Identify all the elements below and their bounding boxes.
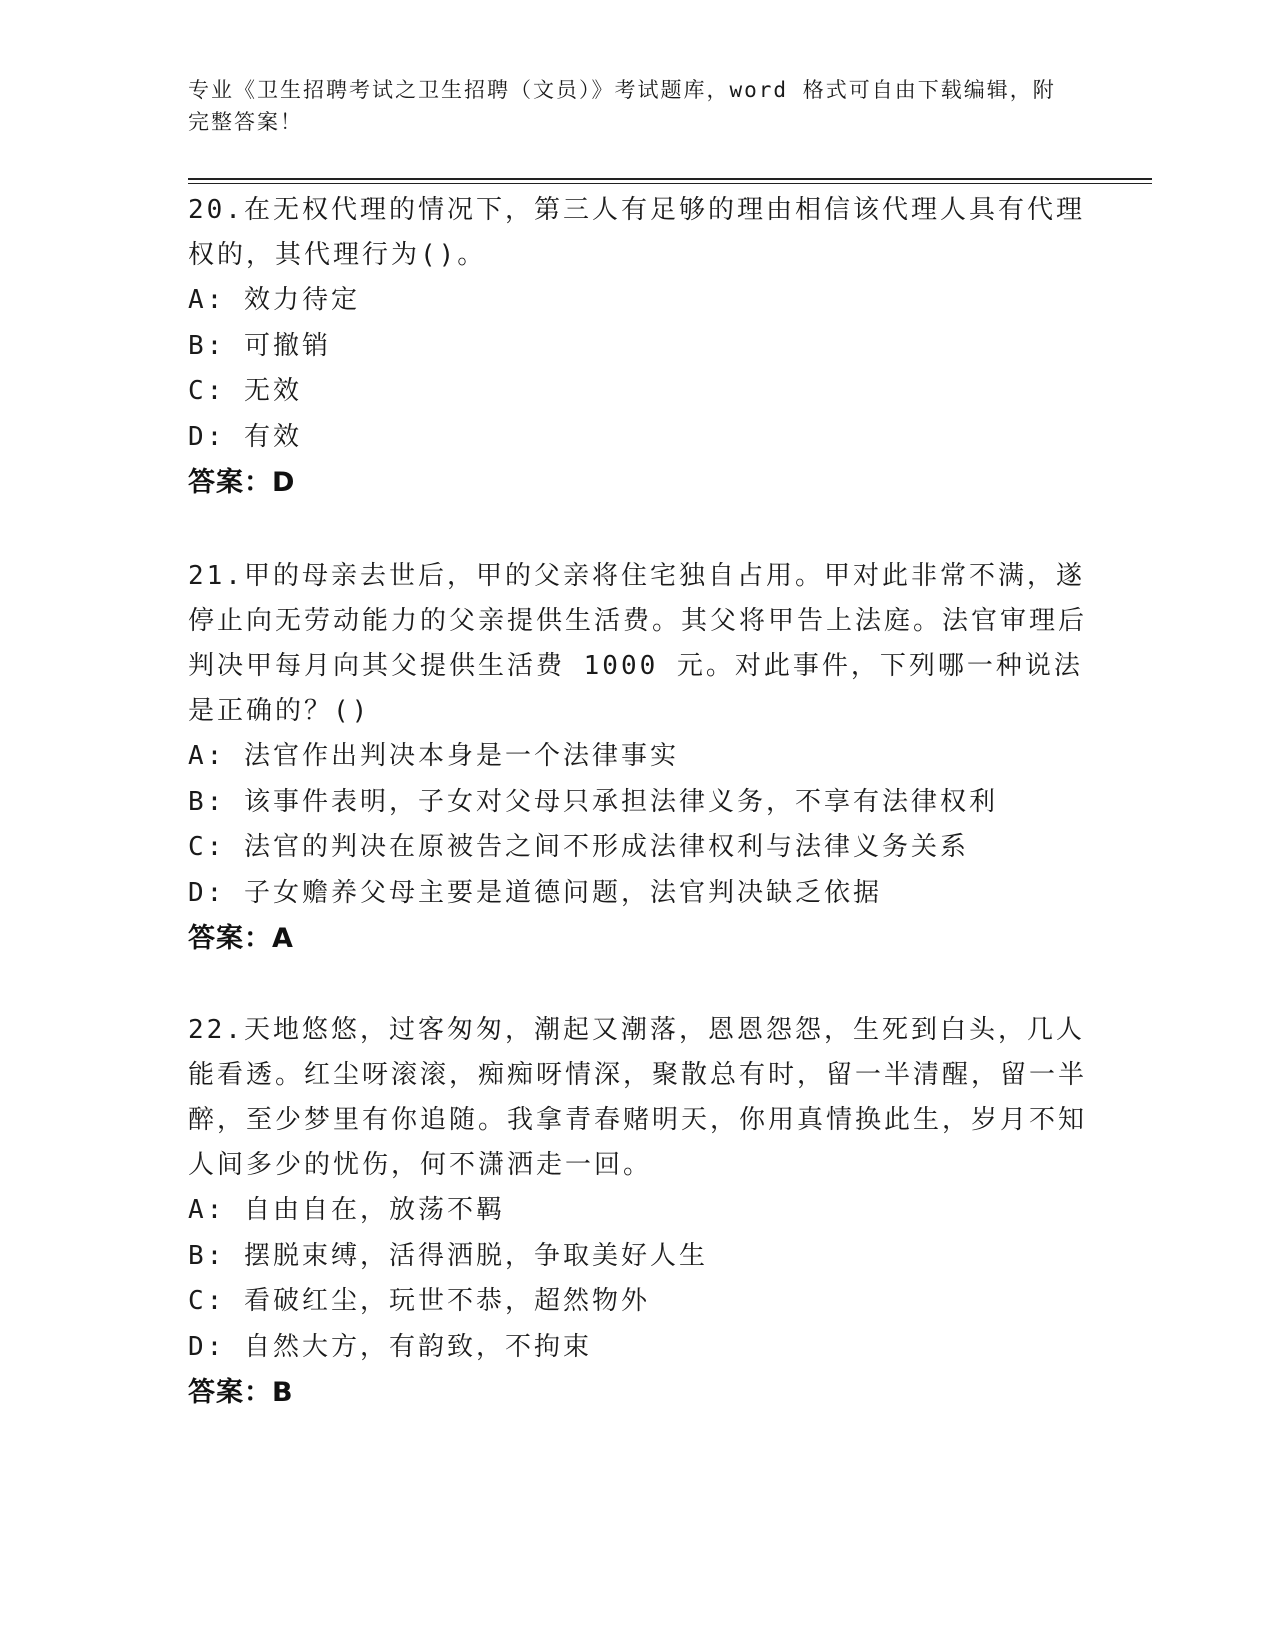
option-a: A: 自由自在，放荡不羁 xyxy=(188,1195,505,1225)
header-divider-thick xyxy=(188,178,1152,180)
question-22 xyxy=(188,1008,1088,1416)
answer-label: 答案：B xyxy=(188,1377,294,1408)
answer-label: 答案：D xyxy=(188,467,296,498)
option-d: D: 子女赡养父母主要是道德问题，法官判决缺乏依据 xyxy=(188,877,882,908)
question-20 xyxy=(188,188,1088,506)
option-b: B: 可撤销 xyxy=(188,330,331,361)
option-d: D: 自然大方，有韵致，不拘束 xyxy=(188,1331,592,1362)
option-c: C: 无效 xyxy=(188,376,302,406)
answer-label: 答案：A xyxy=(188,923,294,954)
question-21 xyxy=(188,554,1088,962)
question-stem: 20.在无权代理的情况下，第三人有足够的理由相信该代理人具有代理权的，其代理行为()。 xyxy=(188,195,1085,270)
question-stem: 21.甲的母亲去世后，甲的父亲将住宅独自占用。甲对此非常不满，遂停止向无劳动能力的父亲提供生活费。其父将甲告上法庭。法官审理后判决甲每月向其父提供生活费 1000 元。对此事件，下列哪一种说法是正确的？() xyxy=(188,561,1088,726)
option-a: A: 效力待定 xyxy=(188,285,360,315)
option-a: A: 法官作出判决本身是一个法律事实 xyxy=(188,741,679,771)
header-divider-thin xyxy=(188,183,1152,184)
option-c: C: 看破红尘，玩世不恭，超然物外 xyxy=(188,1286,650,1316)
question-stem: 22.天地悠悠，过客匆匆，潮起又潮落，恩恩怨怨，生死到白头，几人能看透。红尘呀滚滚，痴痴呀情深，聚散总有时，留一半清醒，留一半醉，至少梦里有你追随。我拿青春赌明天，你用真情换此生，岁月不知人间多少的忧伤，何不潇洒走一回。 xyxy=(188,1015,1088,1180)
option-d: D: 有效 xyxy=(188,421,302,452)
option-b: B: 摆脱束缚，活得洒脱，争取美好人生 xyxy=(188,1240,708,1271)
document-header: 专业《卫生招聘考试之卫生招聘（文员）》考试题库，word 格式可自由下载编辑，附完整答案！ xyxy=(188,78,1056,134)
option-b: B: 该事件表明，子女对父母只承担法律义务，不享有法律权利 xyxy=(188,786,998,817)
option-c: C: 法官的判决在原被告之间不形成法律权利与法律义务关系 xyxy=(188,832,969,862)
